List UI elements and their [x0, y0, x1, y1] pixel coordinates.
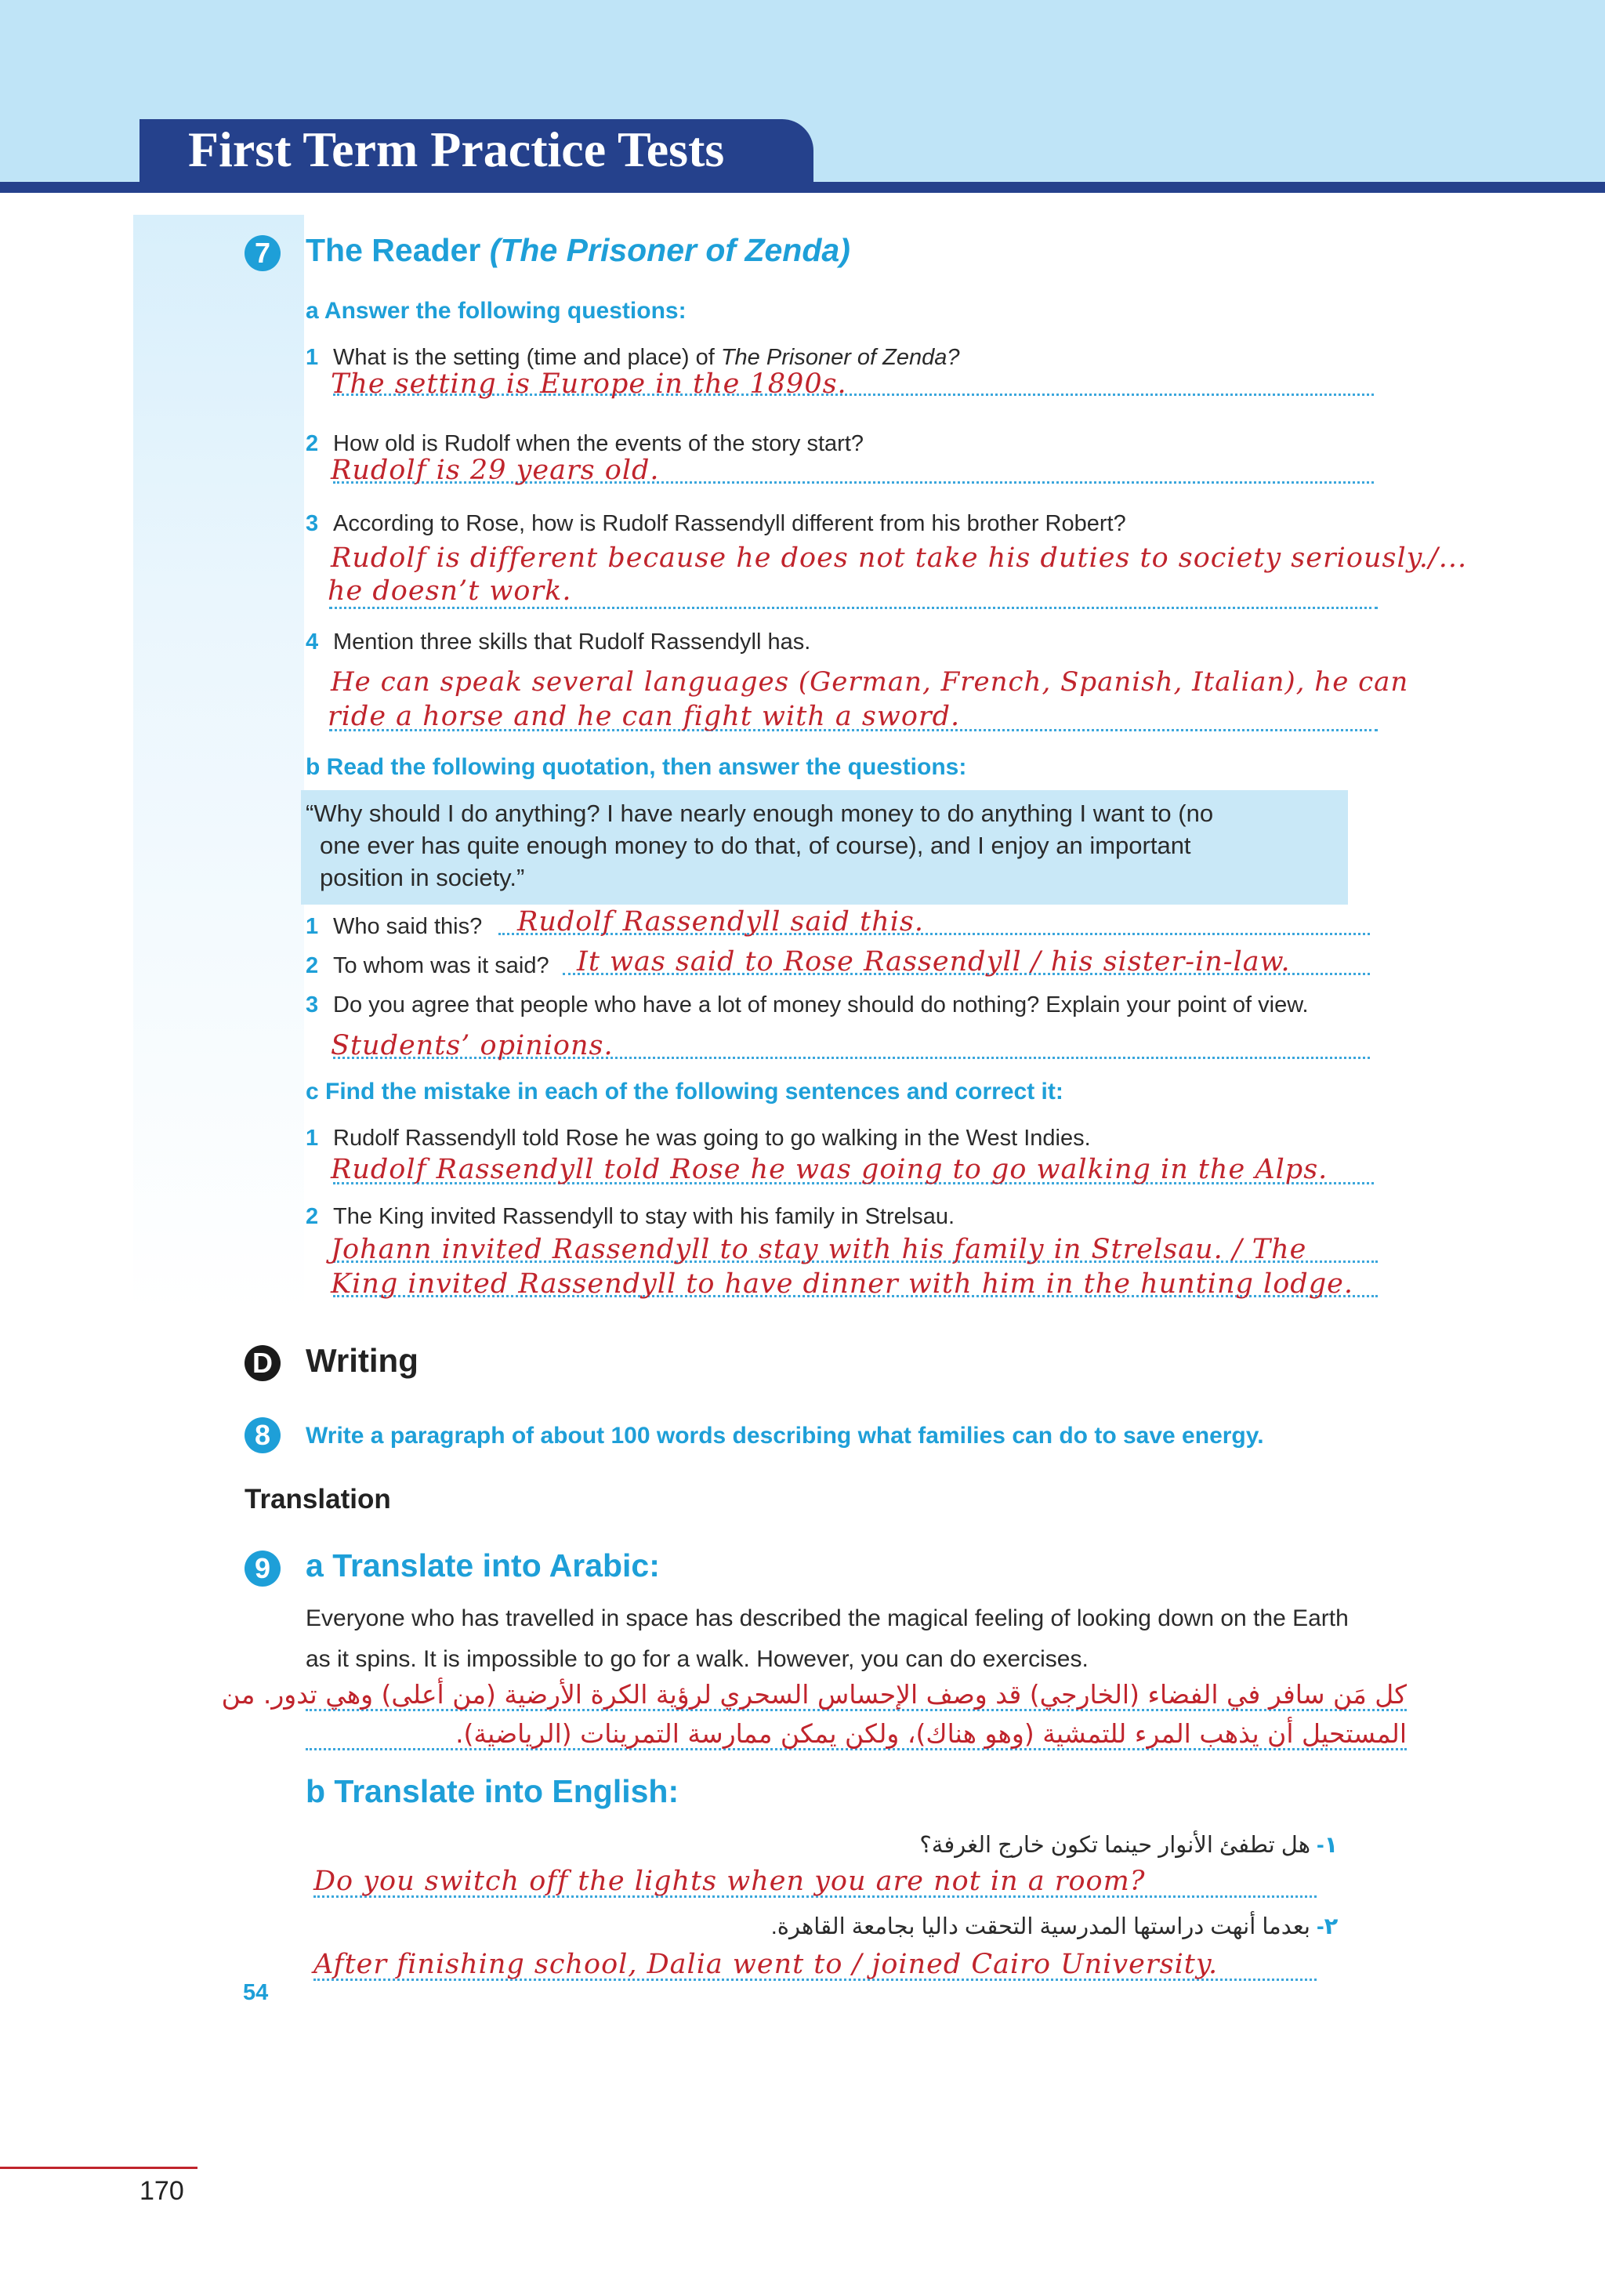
section-d-badge: D — [245, 1345, 281, 1381]
part-c-heading: c Find the mistake in each of the following sentences and correct it: — [306, 1079, 1063, 1104]
part-a-heading: a Answer the following questions: — [306, 298, 687, 324]
question-number: ١- — [1317, 1833, 1339, 1858]
title-rule — [0, 182, 1605, 193]
paragraph-line: as it spins. It is impossible to go for a walk. However, you can do exercises. — [306, 1646, 1089, 1672]
answer-text: King invited Rassendyll to have dinner with him in the hunting lodge. — [331, 1268, 1353, 1300]
part-b-heading: b Read the following quotation, then answer the questions: — [306, 754, 967, 780]
question-text: Do you agree that people who have a lot of money should do nothing? Explain your point of view. — [333, 992, 1309, 1017]
translate-english-heading: b Translate into English: — [306, 1773, 679, 1809]
answer-text: The setting is Europe in the 1890s. — [331, 368, 847, 400]
translation-heading: Translation — [245, 1484, 391, 1514]
quote-line: “Why should I do anything? I have nearly enough money to do anything I want to (no — [306, 800, 1214, 827]
question-number: 4 — [306, 629, 319, 655]
answer-text: he doesn’t work. — [328, 575, 572, 607]
answer-text-arabic: المستحيل أن يذهب المرء للتمشية (وهو هناك)، ولكن يمكن ممارسة التمرينات (الرياضية). — [455, 1718, 1407, 1749]
question-number: 1 — [306, 1126, 319, 1151]
question-number: 2 — [306, 1204, 319, 1229]
answer-text: ride a horse and he can fight with a sword. — [328, 701, 961, 732]
answer-text: He can speak several languages (German, French, Spanish, Italian), he can — [331, 666, 1409, 698]
answer-text: It was said to Rose Rassendyll / his sister-in-law. — [577, 946, 1291, 978]
footer-rule — [0, 2167, 197, 2169]
answer-text: Johann invited Rassendyll to stay with his family in Strelsau. / The — [331, 1234, 1307, 1265]
answer-text: Students’ opinions. — [331, 1030, 614, 1061]
question-text: What is the setting (time and place) of The Prisoner of Zenda? — [333, 345, 960, 370]
question-number: 3 — [306, 992, 319, 1017]
answer-text: Rudolf is 29 years old. — [331, 455, 660, 486]
paragraph-line: Everyone who has travelled in space has described the magical feeling of looking down on the Earth — [306, 1605, 1349, 1631]
question-number: 1 — [306, 914, 319, 939]
inner-page-number: 54 — [243, 1980, 269, 2005]
section-7-badge: 7 — [245, 235, 281, 271]
question-number: 2 — [306, 953, 319, 978]
question-number: 1 — [306, 345, 319, 370]
page-title: First Term Practice Tests — [188, 122, 725, 177]
question-text: Who said this? — [333, 914, 483, 939]
question-text: To whom was it said? — [333, 953, 549, 978]
arabic-question: بعدما أنهت دراستها المدرسية التحقت داليا بجامعة القاهرة. — [770, 1914, 1310, 1939]
question-text: Rudolf Rassendyll told Rose he was going to go walking in the West Indies. — [333, 1126, 1091, 1151]
section-7-title: The Reader (The Prisoner of Zenda) — [306, 232, 850, 268]
side-shade — [133, 215, 304, 1312]
question-text: The King invited Rassendyll to stay with his family in Strelsau. — [333, 1204, 955, 1229]
answer-text-arabic: كل مَن سافر في الفضاء (الخارجي) قد وصف الإحساس السحري لرؤية الكرة الأرضية (من أعلى) وهي تدور. من — [221, 1679, 1407, 1710]
answer-text: Rudolf is different because he does not take his duties to society seriously./... — [331, 542, 1468, 574]
section-8-badge: 8 — [245, 1417, 281, 1453]
answer-text: Rudolf Rassendyll told Rose he was going to go walking in the Alps. — [331, 1154, 1328, 1185]
translate-arabic-heading: a Translate into Arabic: — [306, 1547, 660, 1583]
writing-task: Write a paragraph of about 100 words describing what families can do to save energy. — [306, 1423, 1264, 1449]
answer-line — [329, 607, 1378, 609]
quote-line: position in society.” — [320, 864, 525, 891]
answer-text: Rudolf Rassendyll said this. — [517, 906, 924, 938]
arabic-question: هل تطفئ الأنوار حينما تكون خارج الغرفة؟ — [919, 1833, 1310, 1858]
question-text: Mention three skills that Rudolf Rassendyll has. — [333, 629, 811, 655]
question-text: How old is Rudolf when the events of the story start? — [333, 431, 864, 456]
answer-text: Do you switch off the lights when you are not in a room? — [313, 1866, 1146, 1897]
question-number: 3 — [306, 511, 319, 536]
section-9-badge: 9 — [245, 1551, 281, 1587]
question-number: ٢- — [1317, 1914, 1339, 1939]
question-text: According to Rose, how is Rudolf Rassendyll different from his brother Robert? — [333, 511, 1126, 536]
answer-text: After finishing school, Dalia went to / joined Cairo University. — [313, 1949, 1219, 1980]
page-number: 170 — [139, 2176, 184, 2206]
question-number: 2 — [306, 431, 319, 456]
quote-line: one ever has quite enough money to do that, of course), and I enjoy an important — [320, 832, 1191, 859]
writing-heading: Writing — [306, 1342, 418, 1379]
